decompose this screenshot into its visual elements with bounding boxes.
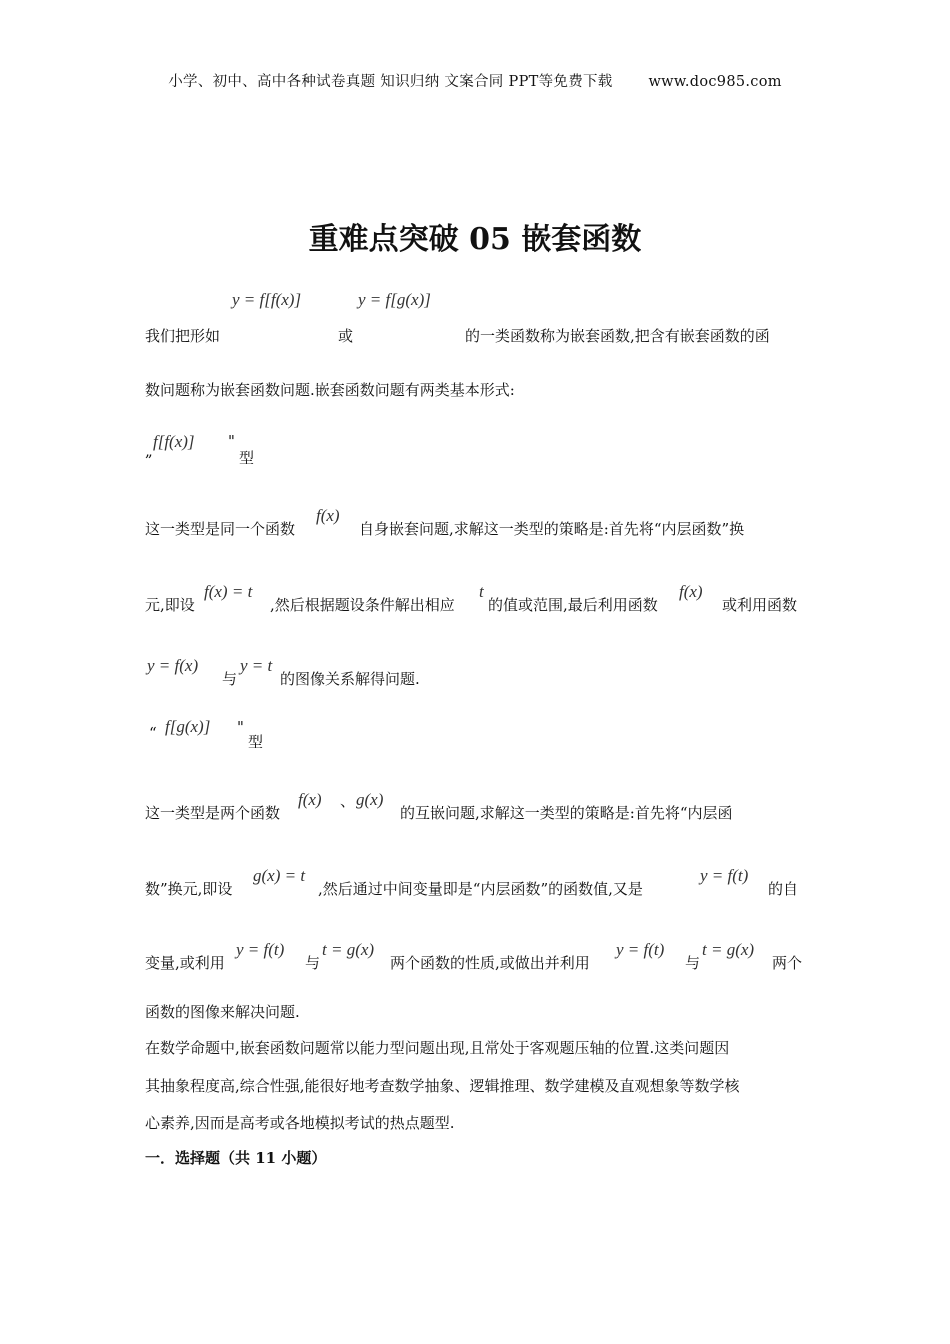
para-5b: 的图像关系解得问题.	[280, 670, 420, 688]
formula-t-eq-gx-2: t = g(x)	[702, 940, 755, 959]
para-11: 其抽象程度高,综合性强,能很好地考查数学抽象、逻辑推理、数学建模及直观想象等数学核	[145, 1077, 740, 1095]
formula-y-eq-ft-3: y = f(t)	[616, 940, 665, 959]
para-8e: 两个	[772, 954, 803, 972]
para-7b: ,然后通过中间变量即是“内层函数”的函数值,又是	[318, 880, 643, 898]
formula-y-eq-t: y = t	[240, 656, 273, 675]
formula-y-eq-fx: y = f(x)	[147, 656, 199, 675]
para-7a: 数”换元,即设	[145, 880, 233, 898]
formula-fx-1: f(x)	[316, 506, 340, 525]
para-3a: 这一类型是同一个函数	[145, 520, 296, 538]
para-3b: 自身嵌套问题,求解这一类型的策略是:首先将“内层函数”换	[359, 520, 745, 538]
formula-y-eq-ft-2: y = f(t)	[236, 940, 285, 959]
para-10: 在数学命题中,嵌套函数问题常以能力型问题出现,且常处于客观题压轴的位置.这类问题因	[145, 1039, 730, 1057]
formula-fgx: f[g(x)]	[165, 717, 211, 736]
type1-suffix: 型	[239, 449, 255, 467]
formula-fx-eq-t: f(x) = t	[204, 582, 253, 601]
para-4c: 的值或范围,最后利用函数	[488, 596, 658, 614]
formula-y-ffx: y = f[f(x)]	[232, 290, 302, 309]
formula-fx-2: f(x)	[679, 582, 703, 601]
type1-close-quote: "	[228, 432, 235, 450]
formula-y-eq-ft-1: y = f(t)	[700, 866, 749, 885]
para-8a: 变量,或利用	[145, 954, 225, 972]
type2-open-quote: “	[149, 724, 157, 742]
para-7c: 的自	[768, 880, 799, 898]
para-6a: 这一类型是两个函数	[145, 804, 281, 822]
para-12: 心素养,因而是高考或各地模拟考试的热点题型.	[145, 1114, 455, 1132]
formula-gx: g(x)	[356, 790, 384, 809]
para-9: 函数的图像来解决问题.	[145, 1003, 300, 1021]
formula-ffx: f[f(x)]	[153, 432, 195, 451]
para-4b: ,然后根据题设条件解出相应	[270, 596, 455, 614]
para-1b: 或	[338, 327, 354, 345]
formula-fx-3: f(x)	[298, 790, 322, 809]
para-4a: 元,即设	[145, 596, 195, 614]
page-header	[0, 70, 950, 91]
formula-y-fgx: y = f[g(x)]	[358, 290, 431, 309]
para-8d: 与	[685, 954, 701, 972]
para-2: 数问题称为嵌套函数问题.嵌套函数问题有两类基本形式:	[145, 381, 515, 399]
para-1a: 我们把形如	[145, 327, 221, 345]
formula-t-eq-gx-1: t = g(x)	[322, 940, 375, 959]
formula-t: t	[479, 582, 484, 601]
formula-gx-eq-t: g(x) = t	[253, 866, 306, 885]
type2-close-quote: "	[237, 718, 244, 736]
type2-suffix: 型	[248, 733, 264, 751]
para-8b: 与	[305, 954, 321, 972]
para-6c: 的互嵌问题,求解这一类型的策略是:首先将“内层函	[400, 804, 733, 822]
para-4d: 或利用函数	[722, 596, 798, 614]
para-8c: 两个函数的性质,或做出并利用	[390, 954, 590, 972]
para-6b: 、	[340, 792, 356, 810]
para-5a: 与	[222, 670, 238, 688]
section-heading: 一．选择题（共 11 小题）	[145, 1149, 327, 1167]
type1-open-quote: „	[145, 442, 153, 460]
header-url: www.doc985.com	[648, 74, 782, 90]
page-title: 重难点突破 05 嵌套函数	[308, 222, 642, 257]
para-1c: 的一类函数称为嵌套函数,把含有嵌套函数的函	[465, 327, 770, 345]
header-text: 小学、初中、高中各种试卷真题 知识归纳 文案合同 PPT等免费下载	[168, 74, 613, 90]
